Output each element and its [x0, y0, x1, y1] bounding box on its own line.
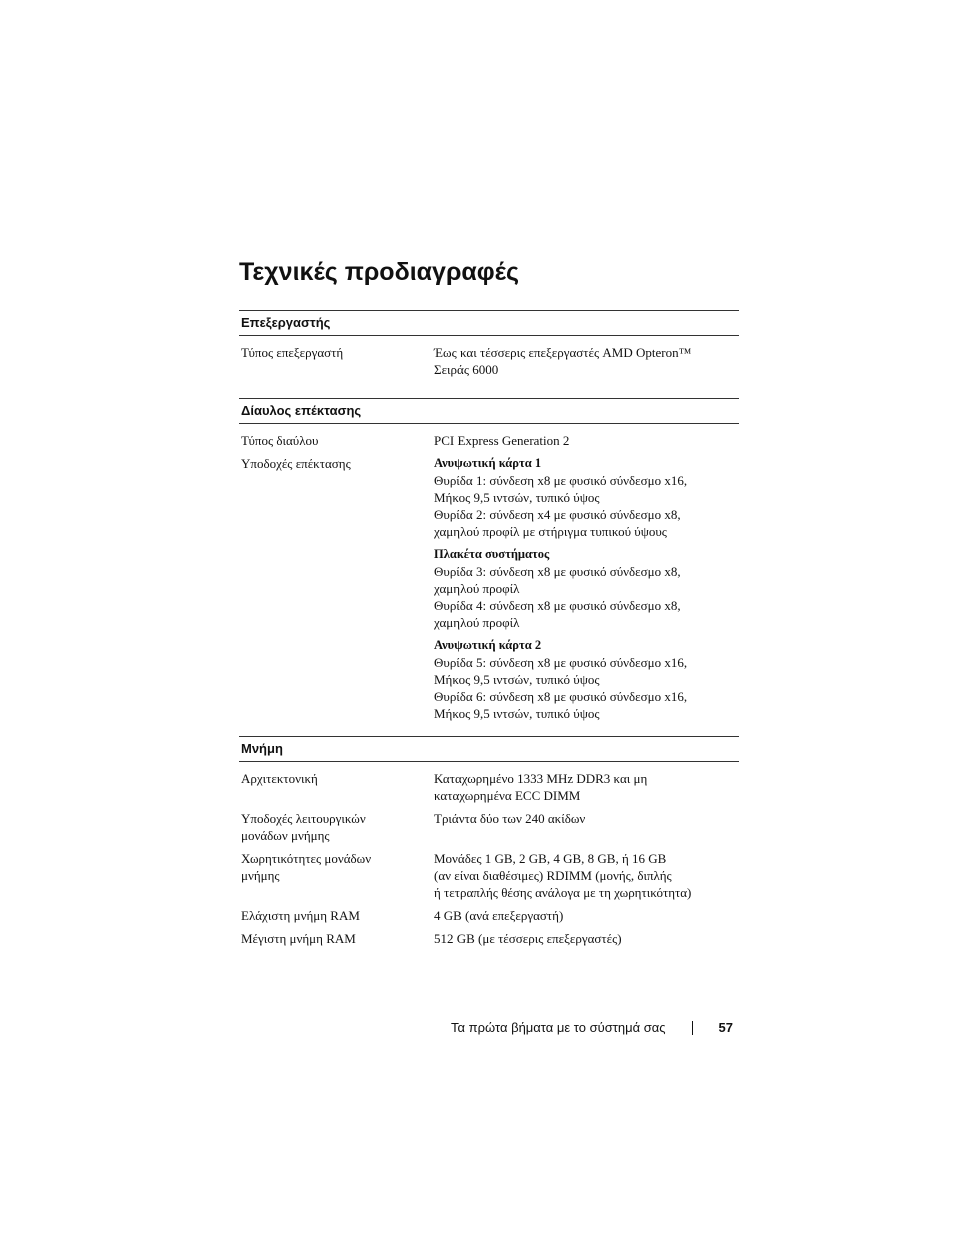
value-line: Θυρίδα 4: σύνδεση x8 με φυσικό σύνδεσμο x8,	[434, 598, 681, 613]
spec-label	[239, 770, 434, 804]
spec-value	[434, 930, 739, 947]
spec-table	[239, 310, 739, 947]
section-memory	[239, 736, 739, 947]
value-line: Μήκος 9,5 ιντσών, τυπικό ύψος	[434, 706, 600, 721]
value-line: Θυρίδα 2: σύνδεση x4 με φυσικό σύνδεσμο x8,	[434, 507, 681, 522]
spec-label	[239, 344, 434, 378]
spec-row	[239, 344, 739, 378]
value-line: (αν είναι διαθέσιμες) RDIMM (μονής, διπλής	[434, 868, 672, 883]
value-line: Θυρίδα 5: σύνδεση x8 με φυσικό σύνδεσμο x16,	[434, 655, 688, 670]
value-line: Καταχωρημένο 1333 MHz DDR3 και μη	[434, 771, 648, 786]
value-line: PCI Express Generation 2	[434, 433, 570, 448]
slot-group-riser-2	[434, 637, 739, 722]
label-line: Αρχιτεκτονική	[241, 771, 318, 786]
section-header: Δίαυλος επέκτασης	[239, 398, 739, 424]
label-line: Χωρητικότητες μονάδων	[241, 851, 372, 866]
slot-group-riser-1	[434, 455, 739, 540]
spec-value	[434, 770, 739, 804]
slot-group-system-board	[434, 546, 739, 631]
spec-value	[434, 810, 739, 844]
page-footer	[451, 1019, 733, 1037]
value-line: χαμηλού προφίλ με στήριγμα τυπικού ύψους	[434, 524, 667, 539]
value-line: Θυρίδα 6: σύνδεση x8 με φυσικό σύνδεσμο x16,	[434, 689, 688, 704]
spec-row	[239, 432, 739, 449]
spec-label	[239, 850, 434, 901]
spec-label	[239, 432, 434, 449]
group-title: Ανυψωτική κάρτα 2	[434, 638, 542, 652]
value-line: Έως και τέσσερις επεξεργαστές AMD Opteron™	[434, 345, 692, 360]
value-line: Θυρίδα 1: σύνδεση x8 με φυσικό σύνδεσμο x16,	[434, 473, 688, 488]
section-expansion-bus	[239, 398, 739, 722]
label-line: μονάδων μνήμης	[241, 828, 330, 843]
value-line: Μήκος 9,5 ιντσών, τυπικό ύψος	[434, 672, 600, 687]
footer-text: Τα πρώτα βήματα με το σύστημά σας	[451, 1020, 666, 1035]
value-line: Μονάδες 1 GB, 2 GB, 4 GB, 8 GB, ή 16 GB	[434, 851, 667, 866]
value-line: ή τετραπλής θέσης ανάλογα με τη χωρητικότητα)	[434, 885, 692, 900]
value-line: 4 GB (ανά επεξεργαστή)	[434, 908, 564, 923]
value-line: 512 GB (με τέσσερις επεξεργαστές)	[434, 931, 622, 946]
value-line: Μήκος 9,5 ιντσών, τυπικό ύψος	[434, 490, 600, 505]
page-title: Τεχνικές προδιαγραφές	[239, 258, 519, 286]
value-line: Σειράς 6000	[434, 362, 499, 377]
spec-value	[434, 344, 739, 378]
spec-row	[239, 455, 739, 722]
section-header: Επεξεργαστής	[239, 310, 739, 336]
spec-value	[434, 850, 739, 901]
page-number: 57	[718, 1020, 733, 1035]
label-line: Μέγιστη μνήμη RAM	[241, 931, 356, 946]
spec-value	[434, 907, 739, 924]
footer-separator	[692, 1021, 693, 1035]
value-line: χαμηλού προφίλ	[434, 581, 520, 596]
spec-row	[239, 907, 739, 924]
section-header: Μνήμη	[239, 736, 739, 762]
label-line: μνήμης	[241, 868, 280, 883]
label-line: Τύπος διαύλου	[241, 433, 319, 448]
value-line: Τριάντα δύο των 240 ακίδων	[434, 811, 586, 826]
value-line: χαμηλού προφίλ	[434, 615, 520, 630]
spec-value	[434, 432, 739, 449]
spec-value	[434, 455, 739, 722]
group-title: Πλακέτα συστήματος	[434, 547, 550, 561]
spec-row	[239, 770, 739, 804]
value-line: καταχωρημένα ECC DIMM	[434, 788, 581, 803]
label-line: Τύπος επεξεργαστή	[241, 345, 344, 360]
spec-row	[239, 850, 739, 901]
spec-label	[239, 930, 434, 947]
spec-label	[239, 907, 434, 924]
spec-row	[239, 810, 739, 844]
label-line: Ελάχιστη μνήμη RAM	[241, 908, 360, 923]
label-line: Υποδοχές λειτουργικών	[241, 811, 366, 826]
spec-label	[239, 810, 434, 844]
group-title: Ανυψωτική κάρτα 1	[434, 456, 542, 470]
section-processor	[239, 310, 739, 378]
value-line: Θυρίδα 3: σύνδεση x8 με φυσικό σύνδεσμο x8,	[434, 564, 681, 579]
label-line: Υποδοχές επέκτασης	[241, 456, 351, 471]
spec-label	[239, 455, 434, 722]
spec-row	[239, 930, 739, 947]
